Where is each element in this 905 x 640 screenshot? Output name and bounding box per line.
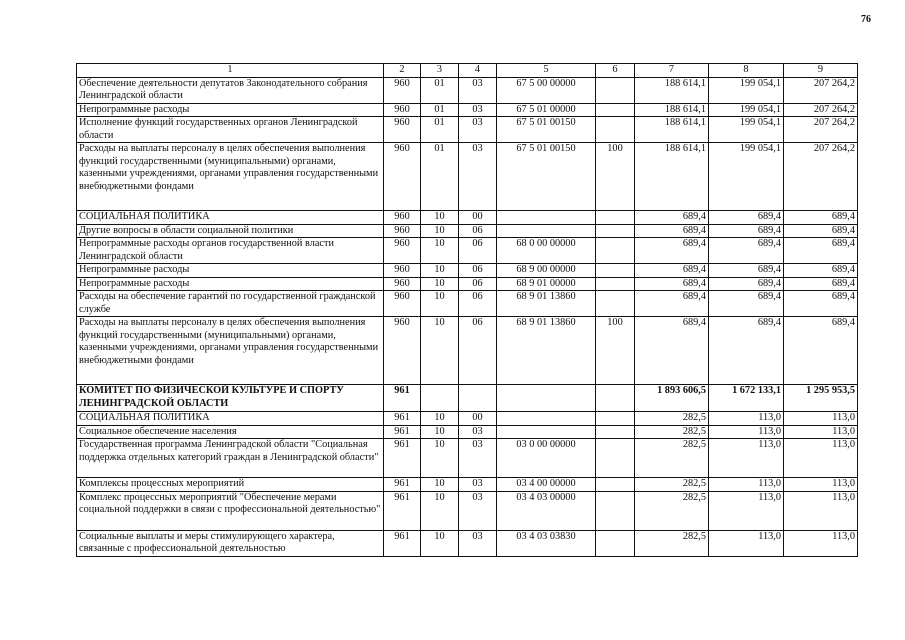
- row-amount-year3-cell: 113,0: [784, 439, 858, 478]
- row-name-cell: Расходы на выплаты персоналу в целях обеспечения выполнения функций государственными (муниципальными) органами, казенными учреждениями, органами управления государственными внебюджетными фондами: [77, 317, 384, 385]
- row-amount-year2-cell: 113,0: [709, 491, 784, 530]
- row-subsection-cell: 06: [459, 264, 497, 278]
- table-row: [77, 211, 858, 225]
- row-name-cell: Непрограммные расходы: [77, 277, 384, 291]
- row-amount-year2-cell: 113,0: [709, 478, 784, 492]
- row-target-article-cell: 67 5 00 00000: [497, 77, 596, 103]
- row-name-cell: Расходы на обеспечение гарантий по государственной гражданской службе: [77, 291, 384, 317]
- row-amount-year2-cell: 689,4: [709, 224, 784, 238]
- row-subsection-cell: 00: [459, 412, 497, 426]
- row-subsection-cell: 06: [459, 277, 497, 291]
- row-expense-type-cell: [596, 238, 635, 264]
- row-amount-year1-cell: 689,4: [635, 291, 709, 317]
- row-amount-year3-cell: 113,0: [784, 478, 858, 492]
- column-header: 4: [459, 64, 497, 78]
- column-header: 7: [635, 64, 709, 78]
- table-row: [77, 530, 858, 556]
- column-header: 1: [77, 64, 384, 78]
- row-code-cell: 961: [384, 530, 421, 556]
- table-row: [77, 412, 858, 426]
- row-target-article-cell: [497, 211, 596, 225]
- row-amount-year3-cell: 689,4: [784, 291, 858, 317]
- row-code-cell: 960: [384, 117, 421, 143]
- column-header: 9: [784, 64, 858, 78]
- row-section-cell: 10: [421, 277, 459, 291]
- row-amount-year1-cell: 689,4: [635, 264, 709, 278]
- row-expense-type-cell: [596, 77, 635, 103]
- row-target-article-cell: 68 9 01 13860: [497, 291, 596, 317]
- row-target-article-cell: 68 9 01 13860: [497, 317, 596, 385]
- row-subsection-cell: 06: [459, 291, 497, 317]
- row-target-article-cell: 68 9 01 00000: [497, 277, 596, 291]
- row-section-cell: 01: [421, 143, 459, 211]
- table-row: [77, 77, 858, 103]
- row-section-cell: 10: [421, 317, 459, 385]
- table-row: [77, 103, 858, 117]
- row-subsection-cell: 06: [459, 238, 497, 264]
- row-section-cell: 01: [421, 103, 459, 117]
- row-code-cell: 960: [384, 277, 421, 291]
- row-amount-year1-cell: 689,4: [635, 277, 709, 291]
- row-amount-year3-cell: 207 264,2: [784, 143, 858, 211]
- page-number: 76: [861, 14, 871, 25]
- row-code-cell: 960: [384, 143, 421, 211]
- row-name-cell: Социальное обеспечение населения: [77, 425, 384, 439]
- row-code-cell: 960: [384, 264, 421, 278]
- row-amount-year2-cell: 113,0: [709, 439, 784, 478]
- row-amount-year2-cell: 113,0: [709, 412, 784, 426]
- row-section-cell: [421, 385, 459, 412]
- row-amount-year3-cell: 113,0: [784, 530, 858, 556]
- table-row: [77, 264, 858, 278]
- row-amount-year3-cell: 207 264,2: [784, 117, 858, 143]
- row-section-cell: 10: [421, 211, 459, 225]
- row-amount-year1-cell: 188 614,1: [635, 117, 709, 143]
- row-amount-year2-cell: 113,0: [709, 530, 784, 556]
- row-name-cell: Непрограммные расходы: [77, 103, 384, 117]
- row-section-cell: 10: [421, 478, 459, 492]
- row-target-article-cell: 68 9 00 00000: [497, 264, 596, 278]
- row-code-cell: 961: [384, 425, 421, 439]
- row-expense-type-cell: [596, 385, 635, 412]
- row-amount-year2-cell: 199 054,1: [709, 77, 784, 103]
- row-amount-year2-cell: 113,0: [709, 425, 784, 439]
- table-header-row: [77, 64, 858, 78]
- row-section-cell: 10: [421, 491, 459, 530]
- row-amount-year2-cell: 689,4: [709, 264, 784, 278]
- row-amount-year2-cell: 689,4: [709, 291, 784, 317]
- row-name-cell: Расходы на выплаты персоналу в целях обеспечения выполнения функций государственными (муниципальными) органами, казенными учреждениями, органами управления государственными внебюджетными фондами: [77, 143, 384, 211]
- row-amount-year2-cell: 199 054,1: [709, 117, 784, 143]
- row-amount-year2-cell: 199 054,1: [709, 103, 784, 117]
- row-name-cell: КОМИТЕТ ПО ФИЗИЧЕСКОЙ КУЛЬТУРЕ И СПОРТУ ЛЕНИНГРАДСКОЙ ОБЛАСТИ: [77, 385, 384, 412]
- row-section-cell: 10: [421, 412, 459, 426]
- table-row: [77, 117, 858, 143]
- column-header: 2: [384, 64, 421, 78]
- row-amount-year3-cell: 207 264,2: [784, 103, 858, 117]
- row-expense-type-cell: [596, 291, 635, 317]
- row-amount-year2-cell: 689,4: [709, 211, 784, 225]
- table-row: [77, 277, 858, 291]
- row-expense-type-cell: [596, 117, 635, 143]
- row-amount-year3-cell: 689,4: [784, 264, 858, 278]
- row-subsection-cell: 03: [459, 77, 497, 103]
- row-code-cell: 961: [384, 439, 421, 478]
- row-amount-year3-cell: 1 295 953,5: [784, 385, 858, 412]
- row-expense-type-cell: [596, 224, 635, 238]
- row-amount-year1-cell: 188 614,1: [635, 143, 709, 211]
- table-row: [77, 425, 858, 439]
- row-name-cell: Другие вопросы в области социальной политики: [77, 224, 384, 238]
- row-name-cell: Обеспечение деятельности депутатов Законодательного собрания Ленинградской области: [77, 77, 384, 103]
- row-code-cell: 961: [384, 478, 421, 492]
- row-section-cell: 01: [421, 77, 459, 103]
- row-code-cell: 960: [384, 211, 421, 225]
- row-amount-year1-cell: 282,5: [635, 478, 709, 492]
- row-code-cell: 960: [384, 291, 421, 317]
- table-row: [77, 317, 858, 385]
- row-amount-year1-cell: 282,5: [635, 491, 709, 530]
- row-target-article-cell: [497, 385, 596, 412]
- row-section-cell: 10: [421, 264, 459, 278]
- table-row: [77, 478, 858, 492]
- row-target-article-cell: 03 4 03 00000: [497, 491, 596, 530]
- table-row: [77, 491, 858, 530]
- row-expense-type-cell: [596, 491, 635, 530]
- row-name-cell: Непрограммные расходы: [77, 264, 384, 278]
- row-code-cell: 960: [384, 317, 421, 385]
- table-row: [77, 143, 858, 211]
- row-subsection-cell: 03: [459, 425, 497, 439]
- row-expense-type-cell: [596, 439, 635, 478]
- row-code-cell: 960: [384, 77, 421, 103]
- row-code-cell: 961: [384, 385, 421, 412]
- row-amount-year1-cell: 282,5: [635, 425, 709, 439]
- row-expense-type-cell: [596, 211, 635, 225]
- row-amount-year2-cell: 689,4: [709, 238, 784, 264]
- row-subsection-cell: 03: [459, 491, 497, 530]
- row-amount-year1-cell: 282,5: [635, 439, 709, 478]
- row-amount-year3-cell: 207 264,2: [784, 77, 858, 103]
- row-name-cell: Социальные выплаты и меры стимулирующего характера, связанные с профессиональной деятельностью: [77, 530, 384, 556]
- row-target-article-cell: 68 0 00 00000: [497, 238, 596, 264]
- row-amount-year3-cell: 113,0: [784, 491, 858, 530]
- row-amount-year3-cell: 113,0: [784, 425, 858, 439]
- table-row: [77, 439, 858, 478]
- row-expense-type-cell: [596, 425, 635, 439]
- row-section-cell: 10: [421, 425, 459, 439]
- row-amount-year3-cell: 689,4: [784, 211, 858, 225]
- row-expense-type-cell: [596, 412, 635, 426]
- row-subsection-cell: 03: [459, 478, 497, 492]
- row-name-cell: Комплексы процессных мероприятий: [77, 478, 384, 492]
- row-amount-year3-cell: 689,4: [784, 317, 858, 385]
- row-code-cell: 960: [384, 238, 421, 264]
- row-section-cell: 10: [421, 224, 459, 238]
- row-subsection-cell: 03: [459, 530, 497, 556]
- row-amount-year3-cell: 689,4: [784, 238, 858, 264]
- row-amount-year1-cell: 689,4: [635, 317, 709, 385]
- row-target-article-cell: [497, 224, 596, 238]
- row-target-article-cell: 03 0 00 00000: [497, 439, 596, 478]
- row-amount-year3-cell: 113,0: [784, 412, 858, 426]
- row-amount-year1-cell: 1 893 606,5: [635, 385, 709, 412]
- row-expense-type-cell: [596, 277, 635, 291]
- row-amount-year3-cell: 689,4: [784, 224, 858, 238]
- row-amount-year2-cell: 1 672 133,1: [709, 385, 784, 412]
- row-subsection-cell: 03: [459, 143, 497, 211]
- row-target-article-cell: [497, 425, 596, 439]
- row-subsection-cell: [459, 385, 497, 412]
- column-header: 5: [497, 64, 596, 78]
- row-expense-type-cell: [596, 530, 635, 556]
- row-name-cell: СОЦИАЛЬНАЯ ПОЛИТИКА: [77, 412, 384, 426]
- row-name-cell: Комплекс процессных мероприятий "Обеспечение мерами социальной поддержки в связи с профессиональной деятельностью": [77, 491, 384, 530]
- row-subsection-cell: 06: [459, 317, 497, 385]
- row-section-cell: 10: [421, 238, 459, 264]
- row-amount-year1-cell: 689,4: [635, 238, 709, 264]
- row-expense-type-cell: [596, 103, 635, 117]
- row-amount-year3-cell: 689,4: [784, 277, 858, 291]
- row-amount-year1-cell: 188 614,1: [635, 77, 709, 103]
- row-expense-type-cell: 100: [596, 317, 635, 385]
- row-target-article-cell: 03 4 00 00000: [497, 478, 596, 492]
- row-amount-year2-cell: 199 054,1: [709, 143, 784, 211]
- row-section-cell: 10: [421, 291, 459, 317]
- table-row: [77, 291, 858, 317]
- budget-table: [76, 63, 858, 557]
- row-name-cell: Государственная программа Ленинградской области "Социальная поддержка отдельных категорий граждан в Ленинградской области": [77, 439, 384, 478]
- row-section-cell: 10: [421, 530, 459, 556]
- row-subsection-cell: 03: [459, 439, 497, 478]
- row-name-cell: Исполнение функций государственных органов Ленинградской области: [77, 117, 384, 143]
- column-header: 6: [596, 64, 635, 78]
- table-row: [77, 238, 858, 264]
- row-expense-type-cell: [596, 478, 635, 492]
- row-section-cell: 01: [421, 117, 459, 143]
- row-amount-year2-cell: 689,4: [709, 277, 784, 291]
- row-expense-type-cell: [596, 264, 635, 278]
- row-target-article-cell: 67 5 01 00000: [497, 103, 596, 117]
- table-row: [77, 385, 858, 412]
- column-header: 3: [421, 64, 459, 78]
- row-amount-year1-cell: 689,4: [635, 224, 709, 238]
- row-amount-year1-cell: 689,4: [635, 211, 709, 225]
- row-amount-year1-cell: 282,5: [635, 530, 709, 556]
- table-row: [77, 224, 858, 238]
- row-amount-year2-cell: 689,4: [709, 317, 784, 385]
- row-subsection-cell: 06: [459, 224, 497, 238]
- row-target-article-cell: [497, 412, 596, 426]
- row-code-cell: 961: [384, 412, 421, 426]
- column-header: 8: [709, 64, 784, 78]
- row-target-article-cell: 03 4 03 03830: [497, 530, 596, 556]
- row-subsection-cell: 03: [459, 117, 497, 143]
- row-subsection-cell: 03: [459, 103, 497, 117]
- row-code-cell: 960: [384, 224, 421, 238]
- table-body: [77, 77, 858, 556]
- row-expense-type-cell: 100: [596, 143, 635, 211]
- row-target-article-cell: 67 5 01 00150: [497, 143, 596, 211]
- row-section-cell: 10: [421, 439, 459, 478]
- row-amount-year1-cell: 282,5: [635, 412, 709, 426]
- row-code-cell: 961: [384, 491, 421, 530]
- row-target-article-cell: 67 5 01 00150: [497, 117, 596, 143]
- row-amount-year1-cell: 188 614,1: [635, 103, 709, 117]
- row-name-cell: Непрограммные расходы органов государственной власти Ленинградской области: [77, 238, 384, 264]
- row-code-cell: 960: [384, 103, 421, 117]
- row-subsection-cell: 00: [459, 211, 497, 225]
- row-name-cell: СОЦИАЛЬНАЯ ПОЛИТИКА: [77, 211, 384, 225]
